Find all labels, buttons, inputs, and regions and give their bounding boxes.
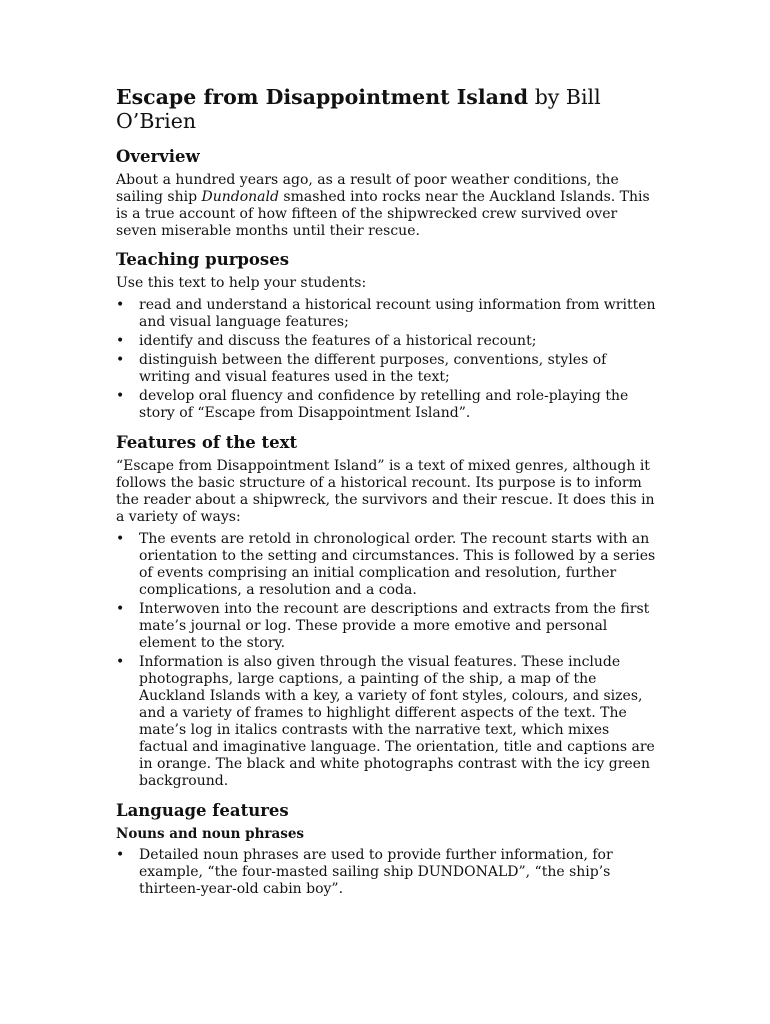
teaching-heading: Teaching purposes: [116, 250, 290, 269]
overview-text-2: smashed into rocks near the Auckland Islands. This is a true account of how fifteen of the shipwrecked crew survived over seven miserable months until their rescue.: [116, 189, 650, 239]
list-item: • Information is also given through the visual features. These include photographs, large captions, a painting of the ship, a map of the Auckland Islands with a key, a variety of font styles, colours, and sizes, and a variety of frames to highlight different aspects of the text. The mate’s log in italics contrasts with the narrative text, which mixes factual and imaginative language. The orientation, title and captions are in orange. The black and white photographs contrast with the icy green background.: [116, 654, 656, 790]
title-author: by Bill O’Brien: [116, 85, 601, 133]
list-item: • Detailed noun phrases are used to provide further information, for example, “the four-masted sailing ship DUNDONALD”, “the ship’s thirteen-year-old cabin boy”.: [116, 847, 656, 898]
list-item: • read and understand a historical recount using information from written and visual language features;: [116, 297, 656, 331]
overview-text-1: About a hundred years ago, as a result of poor weather conditions, the sailing ship: [116, 172, 619, 205]
teaching-intro: Use this text to help your students:: [116, 275, 367, 291]
language-section: [116, 801, 656, 898]
list-item: • The events are retold in chronological order. The recount starts with an orientation to the setting and circumstances. This is followed by a series of events comprising an initial complication and resolution, further complications, a resolution and a coda.: [116, 531, 656, 599]
features-section: [116, 433, 656, 790]
language-heading: Language features: [116, 801, 289, 820]
list-item: • identify and discuss the features of a historical recount;: [116, 333, 656, 350]
features-list: [116, 531, 656, 790]
features-intro: “Escape from Disappointment Island” is a text of mixed genres, although it follows the basic structure of a historical recount. Its purpose is to inform the reader about a shipwreck, the survivors and their rescue. It does this in a variety of ways:: [116, 458, 655, 525]
overview-paragraph: [116, 172, 656, 240]
teaching-section: [116, 250, 656, 422]
document-title: [116, 85, 656, 133]
overview-heading: Overview: [116, 147, 200, 166]
nouns-subheading: Nouns and noun phrases: [116, 826, 305, 842]
teaching-list: [116, 297, 656, 422]
document-page: [116, 85, 656, 909]
list-item: • distinguish between the different purposes, conventions, styles of writing and visual features used in the text;: [116, 352, 656, 386]
list-item: • develop oral fluency and confidence by retelling and role-playing the story of “Escape from Disappointment Island”.: [116, 388, 656, 422]
features-heading: Features of the text: [116, 433, 298, 452]
overview-section: [116, 147, 656, 240]
title-main: Escape from Disappointment Island: [116, 85, 529, 109]
language-list: [116, 847, 656, 898]
ship-name: Dundonald: [201, 189, 279, 205]
list-item: • Interwoven into the recount are descriptions and extracts from the first mate’s journal or log. These provide a more emotive and personal element to the story.: [116, 601, 656, 652]
